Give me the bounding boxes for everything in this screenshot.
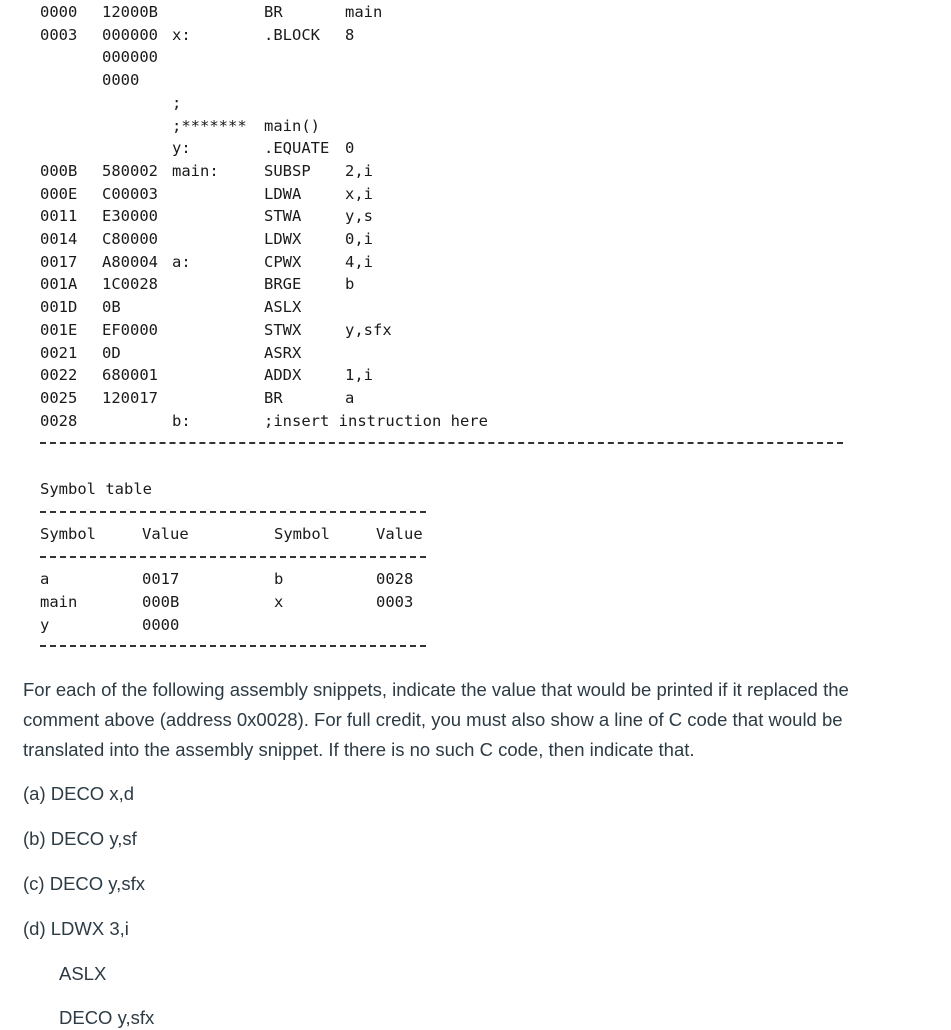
prompt-line: translated into the assembly snippet. If there is no such C code, then indicate that.: [23, 739, 695, 760]
mnemonic-cell: ;insert instruction here: [264, 411, 488, 430]
operand-cell: 1,i: [345, 366, 373, 385]
table-cell: 0017: [142, 570, 180, 588]
object-code-cell: 0D: [102, 343, 121, 362]
mnemonic-cell: LDWA: [264, 184, 302, 203]
operand-cell: y,sfx: [345, 320, 392, 339]
mnemonic-cell: .BLOCK: [264, 25, 320, 44]
symbol-header-2: Symbol: [274, 525, 330, 543]
object-code-cell: 120017: [102, 388, 158, 407]
address-cell: 0022: [40, 366, 78, 385]
operand-cell: a: [345, 388, 355, 407]
address-cell: 000B: [40, 161, 78, 180]
mnemonic-cell: main(): [264, 116, 320, 135]
object-code-cell: 12000B: [102, 3, 158, 21]
object-code-cell: 000000: [102, 48, 158, 67]
value-header-2: Value: [376, 525, 423, 543]
address-cell: 0017: [40, 252, 78, 271]
item-a: (a) DECO x,d: [23, 783, 135, 804]
operand-cell: 8: [345, 25, 355, 44]
item-b: (b) DECO y,sf: [23, 828, 137, 849]
table-cell: 000B: [142, 593, 180, 611]
address-cell: 0025: [40, 388, 78, 407]
mnemonic-cell: LDWX: [264, 230, 302, 248]
address-cell: 0014: [40, 230, 78, 248]
symbol-cell: main:: [172, 161, 219, 180]
mnemonic-cell: BR: [264, 388, 283, 407]
address-cell: 0000: [40, 3, 78, 21]
operand-cell: x,i: [345, 184, 373, 203]
table-cell: main: [40, 593, 78, 611]
object-code-cell: EF0000: [102, 320, 158, 339]
object-code-cell: 0B: [102, 298, 121, 317]
operand-cell: main: [345, 3, 383, 21]
symbol-cell: y:: [172, 139, 191, 158]
prompt-line: comment above (address 0x0028). For full credit, you must also show a line of C code that would be: [23, 709, 843, 730]
operand-cell: 0: [345, 139, 355, 158]
symbol-table-title: Symbol table: [40, 480, 152, 498]
symbol-table-rule-top: [40, 511, 426, 513]
prompt-line: For each of the following assembly snippets, indicate the value that would be printed if it replaced the: [23, 679, 849, 700]
value-header-1: Value: [142, 525, 189, 543]
object-code-cell: 1C0028: [102, 275, 158, 294]
symbol-cell: ;*******: [172, 116, 247, 135]
symbol-header-1: Symbol: [40, 525, 96, 543]
table-cell: x: [274, 593, 284, 611]
mnemonic-cell: .EQUATE: [264, 139, 330, 158]
table-cell: 0028: [376, 570, 414, 588]
address-cell: 001D: [40, 298, 78, 317]
mnemonic-cell: ASRX: [264, 343, 302, 362]
item-d-line-2: ASLX: [59, 963, 107, 984]
mnemonic-cell: ASLX: [264, 298, 302, 317]
address-cell: 001E: [40, 320, 78, 339]
symbol-cell: ;: [172, 93, 182, 112]
object-code-cell: A80004: [102, 252, 158, 271]
symbol-cell: b:: [172, 411, 191, 430]
mnemonic-cell: BRGE: [264, 275, 302, 294]
symbol-table-rule-mid: [40, 556, 426, 558]
object-code-cell: 0000: [102, 71, 140, 90]
table-cell: b: [274, 570, 284, 588]
operand-cell: b: [345, 275, 355, 294]
operand-cell: y,s: [345, 207, 373, 226]
table-cell: y: [40, 616, 50, 634]
item-c: (c) DECO y,sfx: [23, 873, 145, 894]
symbol-cell: x:: [172, 25, 191, 44]
mnemonic-cell: STWA: [264, 207, 302, 226]
object-code-cell: C80000: [102, 230, 158, 248]
object-code-cell: C00003: [102, 184, 158, 203]
table-cell: 0000: [142, 616, 180, 634]
address-cell: 0021: [40, 343, 78, 362]
mnemonic-cell: CPWX: [264, 252, 302, 271]
symbol-table-rule-bottom: [40, 645, 426, 647]
item-d: (d) LDWX 3,i: [23, 918, 129, 939]
mnemonic-cell: SUBSP: [264, 161, 311, 180]
object-code-cell: 580002: [102, 161, 158, 180]
table-cell: 0003: [376, 593, 414, 611]
address-cell: 0011: [40, 207, 78, 226]
mnemonic-cell: STWX: [264, 320, 302, 339]
operand-cell: 2,i: [345, 161, 373, 180]
symbol-cell: a:: [172, 252, 191, 271]
operand-cell: 4,i: [345, 252, 373, 271]
question-prompt: [23, 675, 928, 765]
address-cell: 001A: [40, 275, 78, 294]
object-code-cell: 000000: [102, 25, 158, 44]
object-code-cell: 680001: [102, 366, 158, 385]
table-cell: a: [40, 570, 50, 588]
mnemonic-cell: ADDX: [264, 366, 302, 385]
mnemonic-cell: BR: [264, 3, 283, 21]
address-cell: 000E: [40, 184, 78, 203]
address-cell: 0028: [40, 411, 78, 430]
operand-cell: 0,i: [345, 230, 373, 248]
address-cell: 0003: [40, 25, 78, 44]
listing-divider: [40, 442, 843, 444]
item-d-line-3: DECO y,sfx: [59, 1007, 155, 1028]
object-code-cell: E30000: [102, 207, 158, 226]
